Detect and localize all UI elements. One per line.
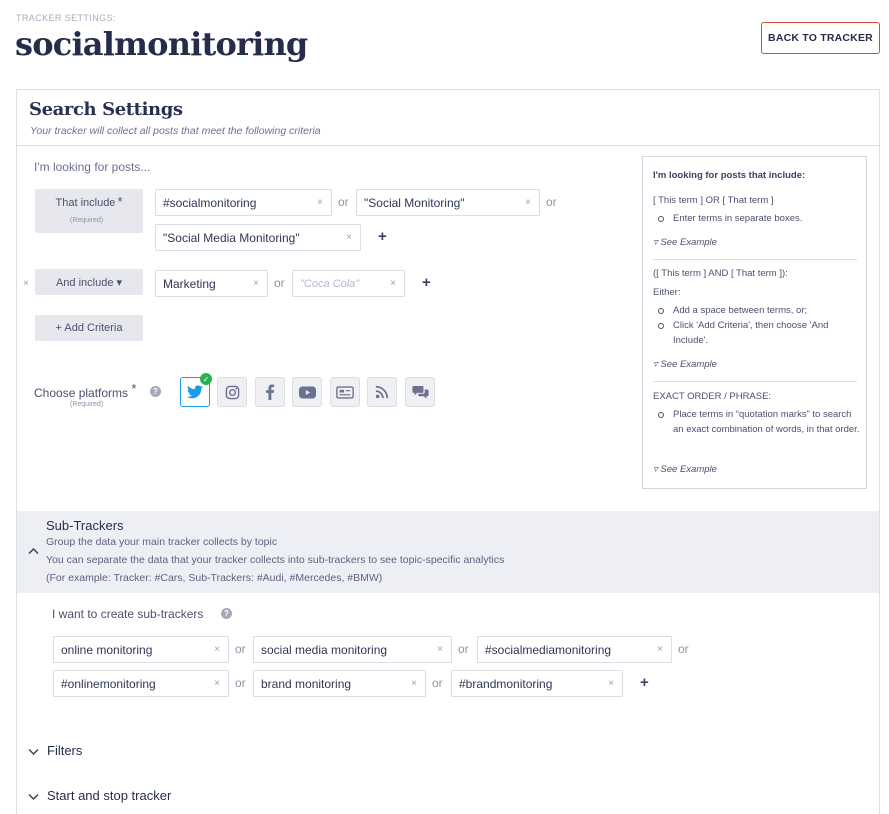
forums-icon (412, 385, 429, 399)
subtracker-chip[interactable] (477, 636, 672, 663)
see-example-text: See Example (660, 237, 717, 248)
remove-term-icon[interactable]: × (608, 678, 614, 689)
filters-section-toggle[interactable]: Filters (47, 743, 83, 758)
see-example-link[interactable]: ▿ See Example (653, 237, 717, 248)
remove-term-icon[interactable]: × (657, 644, 663, 655)
subtracker-text: online monitoring (61, 642, 153, 657)
add-criteria-button[interactable]: + Add Criteria (35, 315, 143, 341)
help-icon[interactable]: ? (221, 608, 232, 619)
subtracker-text: brand monitoring (261, 676, 352, 691)
remove-term-icon[interactable]: × (390, 278, 396, 289)
subtracker-chip[interactable] (53, 636, 229, 663)
remove-term-icon[interactable]: × (411, 678, 417, 689)
or-label: or (678, 642, 689, 656)
or-label: or (274, 276, 285, 290)
panel-title: Search Settings (29, 99, 183, 120)
chevron-up-icon[interactable] (28, 543, 39, 558)
subtrackers-example: (For example: Tracker: #Cars, Sub-Trackers: #Audi, #Mercedes, #BMW) (46, 572, 383, 584)
see-example-text: See Example (660, 359, 717, 370)
subtracker-chip[interactable] (253, 636, 452, 663)
or-label: or (235, 676, 246, 690)
rss-icon (375, 385, 389, 399)
help-bullet-text: Enter terms in separate boxes. (673, 213, 803, 224)
subtracker-chip[interactable] (253, 670, 426, 697)
remove-term-icon[interactable]: × (214, 644, 220, 655)
chevron-down-icon[interactable] (28, 744, 39, 759)
add-include-term-button[interactable]: + (378, 228, 387, 245)
panel-header (17, 90, 879, 146)
required-asterisk: * (131, 381, 137, 396)
subtrackers-desc: You can separate the data that your tracker collects into sub-trackers to see topic-specific analytics (46, 554, 505, 566)
news-icon (336, 386, 354, 399)
platform-facebook[interactable] (255, 377, 285, 407)
help-bullet (661, 303, 861, 318)
youtube-icon (299, 386, 316, 399)
required-note: (Required) (70, 401, 104, 408)
back-to-tracker-button[interactable]: BACK TO TRACKER (761, 22, 880, 54)
subtracker-text: #socialmediamonitoring (485, 642, 612, 657)
help-icon[interactable]: ? (150, 386, 161, 397)
twitter-icon (187, 385, 203, 399)
add-and-term-button[interactable]: + (422, 274, 431, 291)
facebook-icon (265, 384, 275, 400)
start-stop-section-toggle[interactable]: Start and stop tracker (47, 788, 172, 803)
platform-youtube[interactable] (292, 377, 322, 407)
that-include-text: That include (55, 197, 116, 209)
remove-term-icon[interactable]: × (214, 678, 220, 689)
see-example-link[interactable]: ▿ See Example (653, 359, 717, 370)
help-divider (653, 259, 857, 260)
choose-platforms-label (34, 381, 137, 400)
remove-term-icon[interactable]: × (437, 644, 443, 655)
remove-term-icon[interactable]: × (346, 232, 352, 243)
or-label: or (338, 195, 349, 209)
chevron-down-icon[interactable] (28, 789, 39, 804)
that-include-label (35, 189, 143, 233)
subtracker-text: social media monitoring (261, 642, 388, 657)
add-subtracker-button[interactable]: + (640, 674, 649, 691)
platform-forums[interactable] (405, 377, 435, 407)
help-bullet (661, 407, 861, 437)
and-term-chip[interactable] (155, 270, 268, 297)
remove-criteria-icon[interactable]: × (23, 278, 29, 289)
include-term-chip[interactable] (155, 189, 332, 216)
remove-term-icon[interactable]: × (317, 197, 323, 208)
or-label: or (546, 195, 557, 209)
platform-instagram[interactable] (217, 377, 247, 407)
see-example-link[interactable]: ▿ See Example (653, 464, 717, 475)
include-term-chip[interactable] (356, 189, 540, 216)
or-label: or (458, 642, 469, 656)
page-overline: TRACKER SETTINGS: (16, 13, 116, 23)
subtracker-chip[interactable] (451, 670, 623, 697)
include-term-text: #socialmonitoring (163, 195, 257, 210)
or-label: or (432, 676, 443, 690)
selected-check-icon: ✓ (200, 373, 212, 385)
create-subtrackers-label: I want to create sub-trackers (52, 607, 204, 621)
see-example-text: See Example (660, 464, 717, 475)
include-term-text: "Social Monitoring" (364, 195, 465, 210)
instagram-icon (225, 385, 240, 400)
help-bullet (661, 211, 861, 226)
help-and-rule: ([ This term ] AND [ That term ]): (653, 268, 788, 279)
and-term-input[interactable] (292, 270, 405, 297)
subtracker-chip[interactable] (53, 670, 229, 697)
help-bullet (661, 318, 861, 348)
remove-term-icon[interactable]: × (253, 278, 259, 289)
looking-for-label: I'm looking for posts... (34, 160, 151, 174)
help-or-rule: [ This term ] OR [ That term ] (653, 195, 774, 206)
search-help-panel (642, 156, 867, 489)
include-term-chip[interactable] (155, 224, 361, 251)
help-divider (653, 381, 857, 382)
required-asterisk: * (117, 194, 123, 209)
help-bullet-text: Click 'Add Criteria', then choose 'And Include'. (673, 320, 829, 346)
subtrackers-desc: Group the data your main tracker collects by topic (46, 536, 278, 548)
help-either: Either: (653, 287, 681, 298)
or-label: or (235, 642, 246, 656)
remove-term-icon[interactable]: × (525, 197, 531, 208)
and-term-placeholder: "Coca Cola" (300, 277, 360, 290)
help-bullet-text: Add a space between terms, or; (673, 305, 808, 316)
panel-subtitle: Your tracker will collect all posts that meet the following criteria (30, 125, 321, 137)
and-term-text: Marketing (163, 276, 216, 291)
help-heading: I'm looking for posts that include: (653, 170, 806, 181)
required-note: (Required) (70, 217, 104, 224)
and-include-dropdown[interactable]: And include ▾ (35, 269, 143, 295)
help-exact-rule: EXACT ORDER / PHRASE: (653, 391, 772, 402)
page-title: socialmonitoring (15, 25, 308, 63)
platform-rss[interactable] (367, 377, 397, 407)
subtracker-text: #onlinemonitoring (61, 676, 156, 691)
platform-news[interactable] (330, 377, 360, 407)
choose-platforms-text: Choose platforms (34, 386, 129, 400)
subtracker-text: #brandmonitoring (459, 676, 553, 691)
subtrackers-title: Sub-Trackers (46, 518, 124, 533)
include-term-text: "Social Media Monitoring" (163, 230, 300, 245)
help-bullet-text: Place terms in “quotation marks” to search an exact combination of words, in that order. (673, 409, 860, 435)
